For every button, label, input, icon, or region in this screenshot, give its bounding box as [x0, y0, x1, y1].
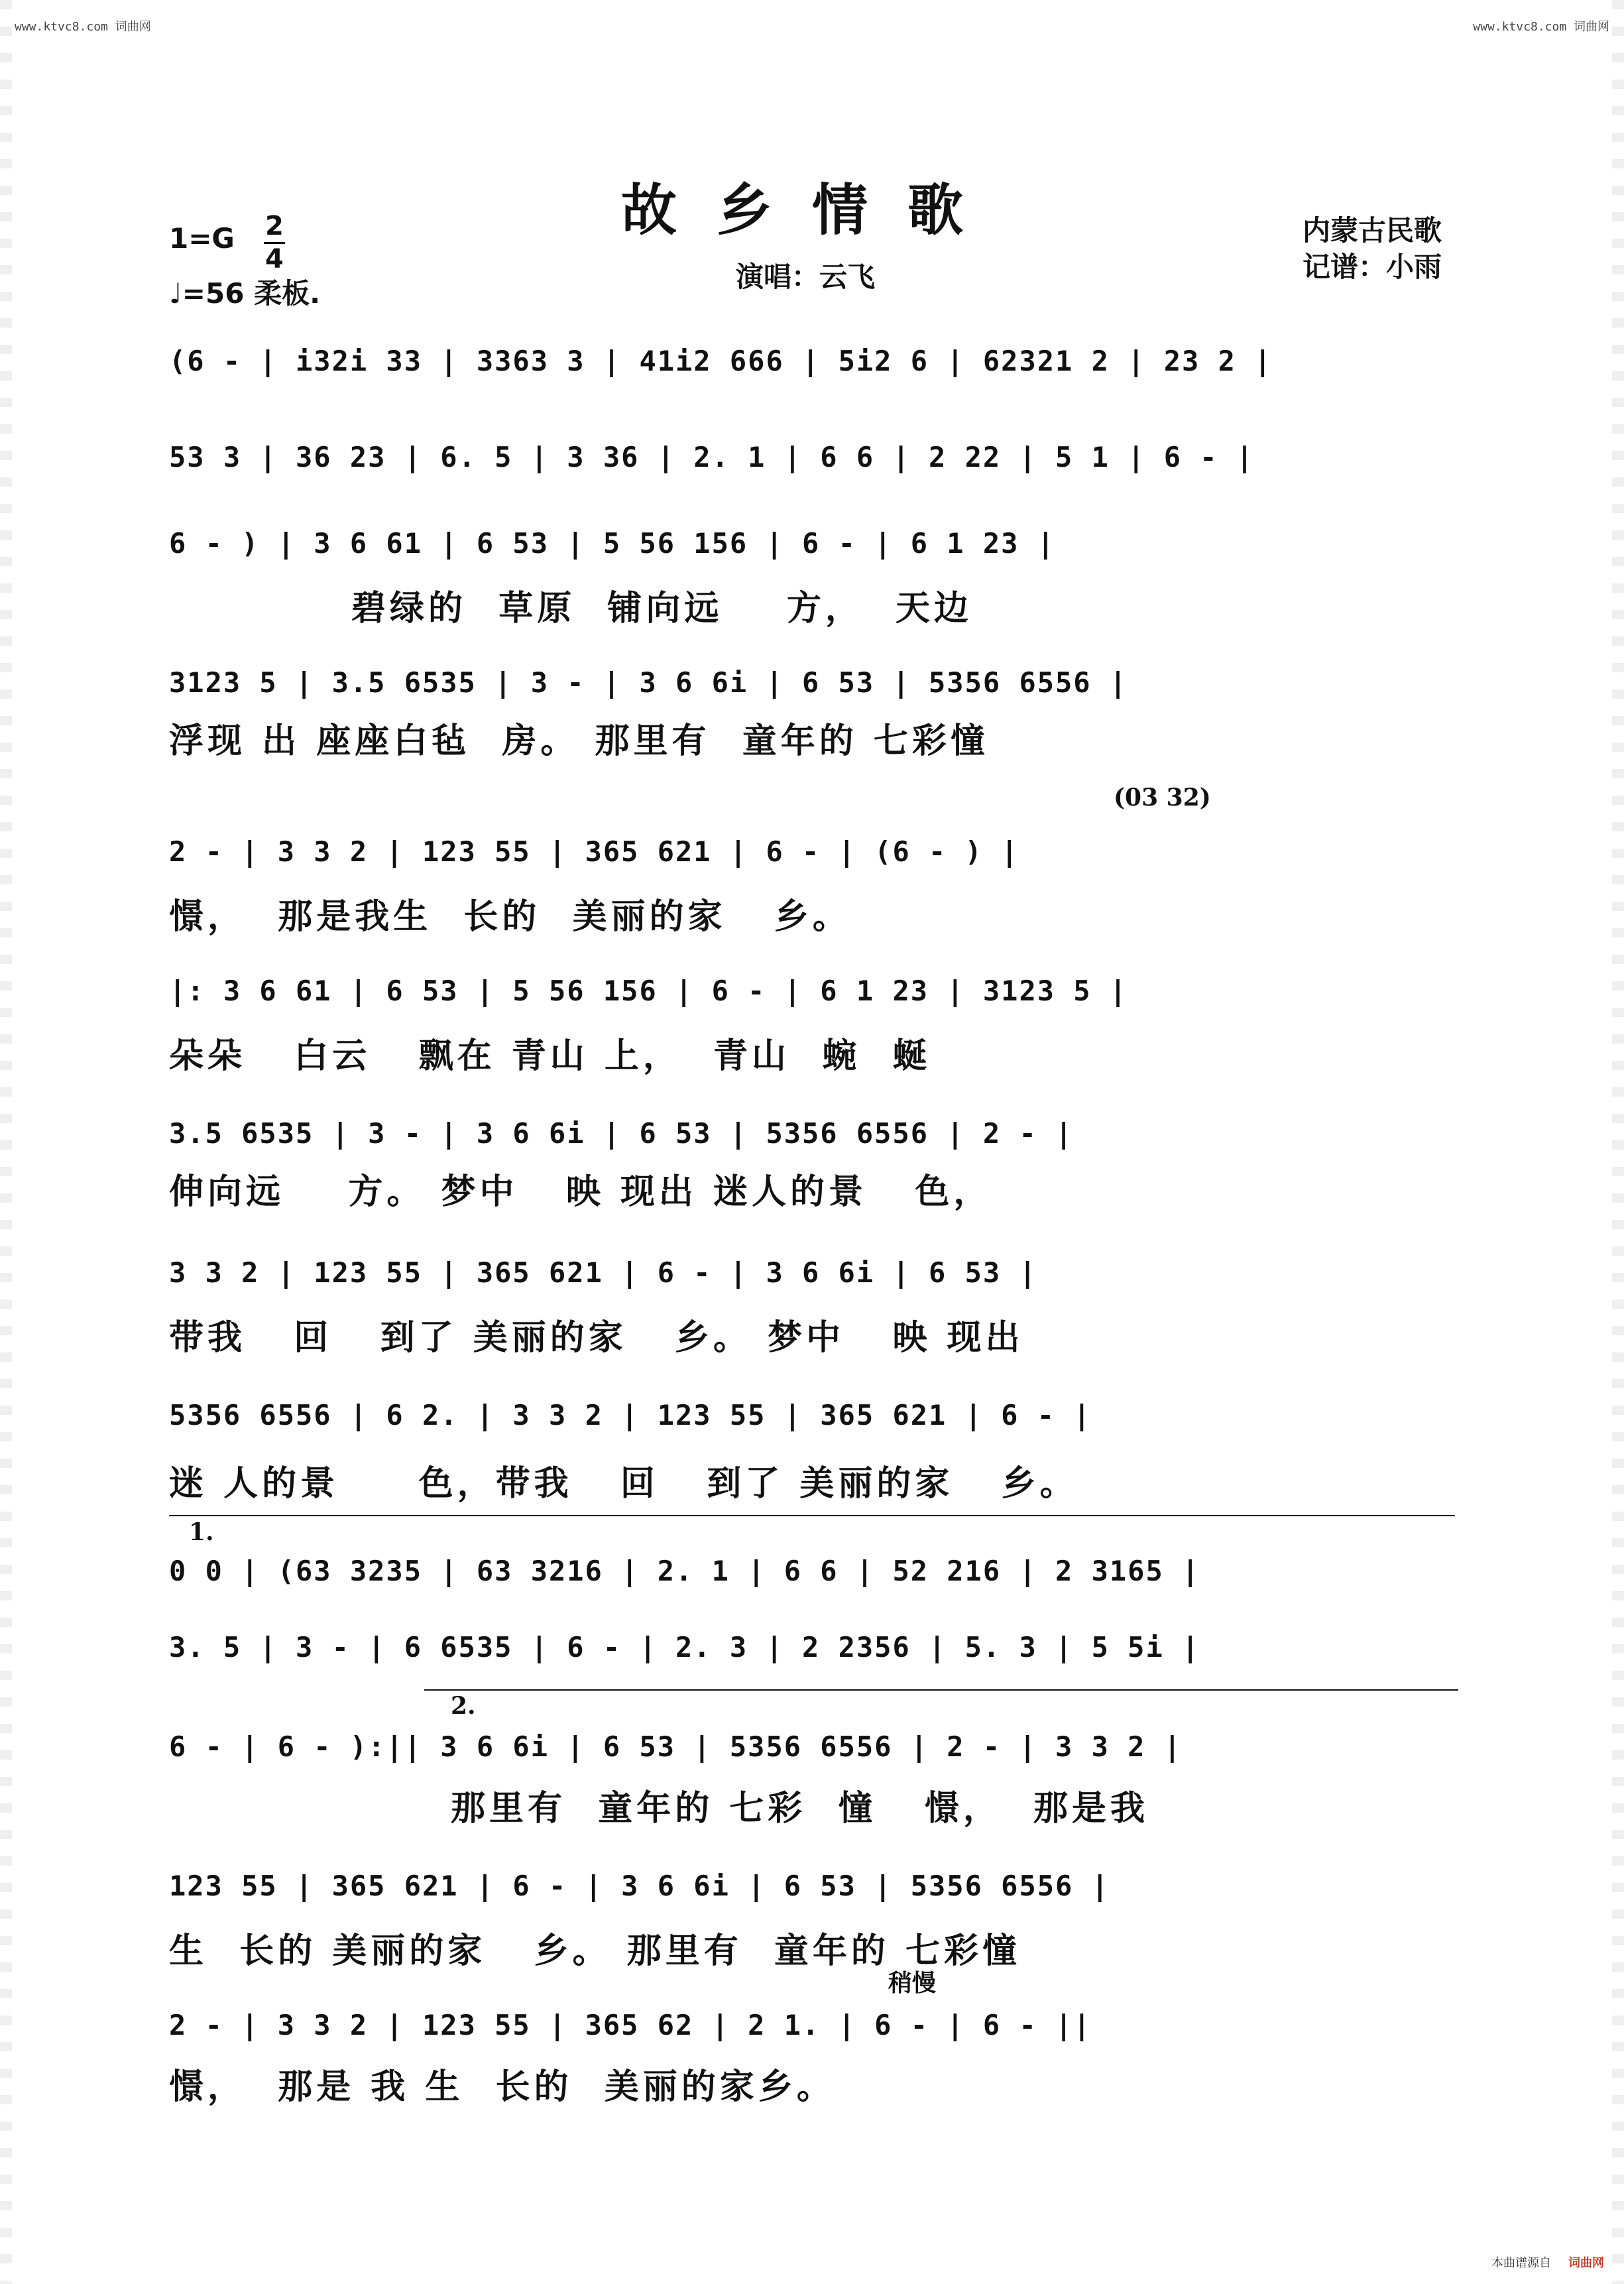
- site-url-left: www.ktvc8.com 词曲网: [15, 20, 151, 34]
- volta-1-label: 1.: [189, 1518, 214, 1546]
- notation-line: (6 - | i32i 33 | 3363 3 | 41i2 666 | 5i2 6 | 62321 2 | 23 2 |: [169, 345, 1273, 377]
- volta-2-line: [424, 1689, 1458, 1691]
- notation-line: 53 3 | 36 23 | 6. 5 | 3 36 | 2. 1 | 6 6 | 2 22 | 5 1 | 6 - |: [169, 441, 1255, 473]
- lyric-line: 朵朵 白云 飘在 青山 上， 青山 蜿 蜒: [169, 1036, 931, 1076]
- lyric-line: 憬， 那是 我 生 长的 美丽的家乡。: [169, 2067, 835, 2107]
- notation-line: 5356 6556 | 6 2. | 3 3 2 | 123 55 | 365 621 | 6 - |: [169, 1399, 1092, 1431]
- song-origin: 内蒙古民歌: [1303, 214, 1442, 247]
- bracket-note: (03 32): [1114, 784, 1211, 811]
- notation-line: 0 0 | (63 3235 | 63 3216 | 2. 1 | 6 6 | 52 216 | 2 3165 |: [169, 1555, 1200, 1587]
- tempo-marking: ♩=56 柔板.: [169, 277, 321, 310]
- lyric-line: 憬， 那是我生 长的 美丽的家 乡。: [169, 896, 851, 937]
- notation-line: 2 - | 3 3 2 | 123 55 | 365 62 | 2 1. | 6 - | 6 - ||: [169, 2009, 1092, 2041]
- lyric-line: 迷 人的景 色，带我 回 到了 美丽的家 乡。: [169, 1463, 1078, 1504]
- notation-line: 3 3 2 | 123 55 | 365 621 | 6 - | 3 6 6i | 6 53 |: [169, 1256, 1037, 1289]
- time-signature-denominator: 4: [265, 244, 284, 274]
- time-signature-numerator: 2: [265, 211, 284, 241]
- notation-line: 3. 5 | 3 - | 6 6535 | 6 - | 2. 3 | 2 2356 | 5. 3 | 5 5i |: [169, 1631, 1200, 1663]
- notation-line: 6 - | 6 - ):|| 3 6 6i | 6 53 | 5356 6556 | 2 - | 3 3 2 |: [169, 1730, 1183, 1763]
- notation-line: 6 - ) | 3 6 61 | 6 53 | 5 56 156 | 6 - | 6 1 23 |: [169, 527, 1056, 560]
- key-signature: 1=G: [169, 222, 235, 255]
- tempo-change-mark: 稍慢: [888, 1969, 937, 1997]
- notation-line: 3.5 6535 | 3 - | 3 6 6i | 6 53 | 5356 6556 | 2 - |: [169, 1117, 1074, 1150]
- footer-source: 本曲谱源自: [1491, 2256, 1551, 2270]
- right-watermark-strip: [1612, 0, 1624, 2284]
- notation-line: 2 - | 3 3 2 | 123 55 | 365 621 | 6 - | (6 - ) |: [169, 835, 1019, 868]
- lyric-line: 浮现 出 座座白毡 房。 那里有 童年的 七彩憧: [169, 721, 989, 761]
- volta-1-line: [169, 1515, 1455, 1516]
- lyric-line: 碧绿的 草原 铺向远 方， 天边: [351, 588, 973, 629]
- volta-2-label: 2.: [451, 1692, 476, 1720]
- song-title: 故乡情歌: [620, 177, 1003, 243]
- lyric-line: 生 长的 美丽的家 乡。 那里有 童年的 七彩憧: [169, 1931, 1021, 1971]
- notation-line: 123 55 | 365 621 | 6 - | 3 6 6i | 6 53 | 5356 6556 |: [169, 1870, 1110, 1902]
- lyric-line: 带我 回 到了 美丽的家 乡。 梦中 映 现出: [169, 1317, 1024, 1358]
- left-watermark-strip: [0, 0, 12, 2284]
- notation-line: |: 3 6 61 | 6 53 | 5 56 156 | 6 - | 6 1 23 | 3123 5 |: [169, 975, 1128, 1007]
- notation-line: 3123 5 | 3.5 6535 | 3 - | 3 6 6i | 6 53 | 5356 6556 |: [169, 666, 1128, 699]
- lyric-line: 那里有 童年的 七彩 憧 憬， 那是我: [451, 1788, 1149, 1829]
- lyric-line: 伸向远 方。 梦中 映 现出 迷人的景 色，: [169, 1172, 992, 1212]
- singer-credit: 演唱：云飞: [736, 261, 876, 293]
- transcriber-credit: 记谱：小雨: [1303, 251, 1442, 283]
- site-url-right: www.ktvc8.com 词曲网: [1473, 20, 1609, 34]
- footer-site[interactable]: 词曲网: [1568, 2256, 1604, 2270]
